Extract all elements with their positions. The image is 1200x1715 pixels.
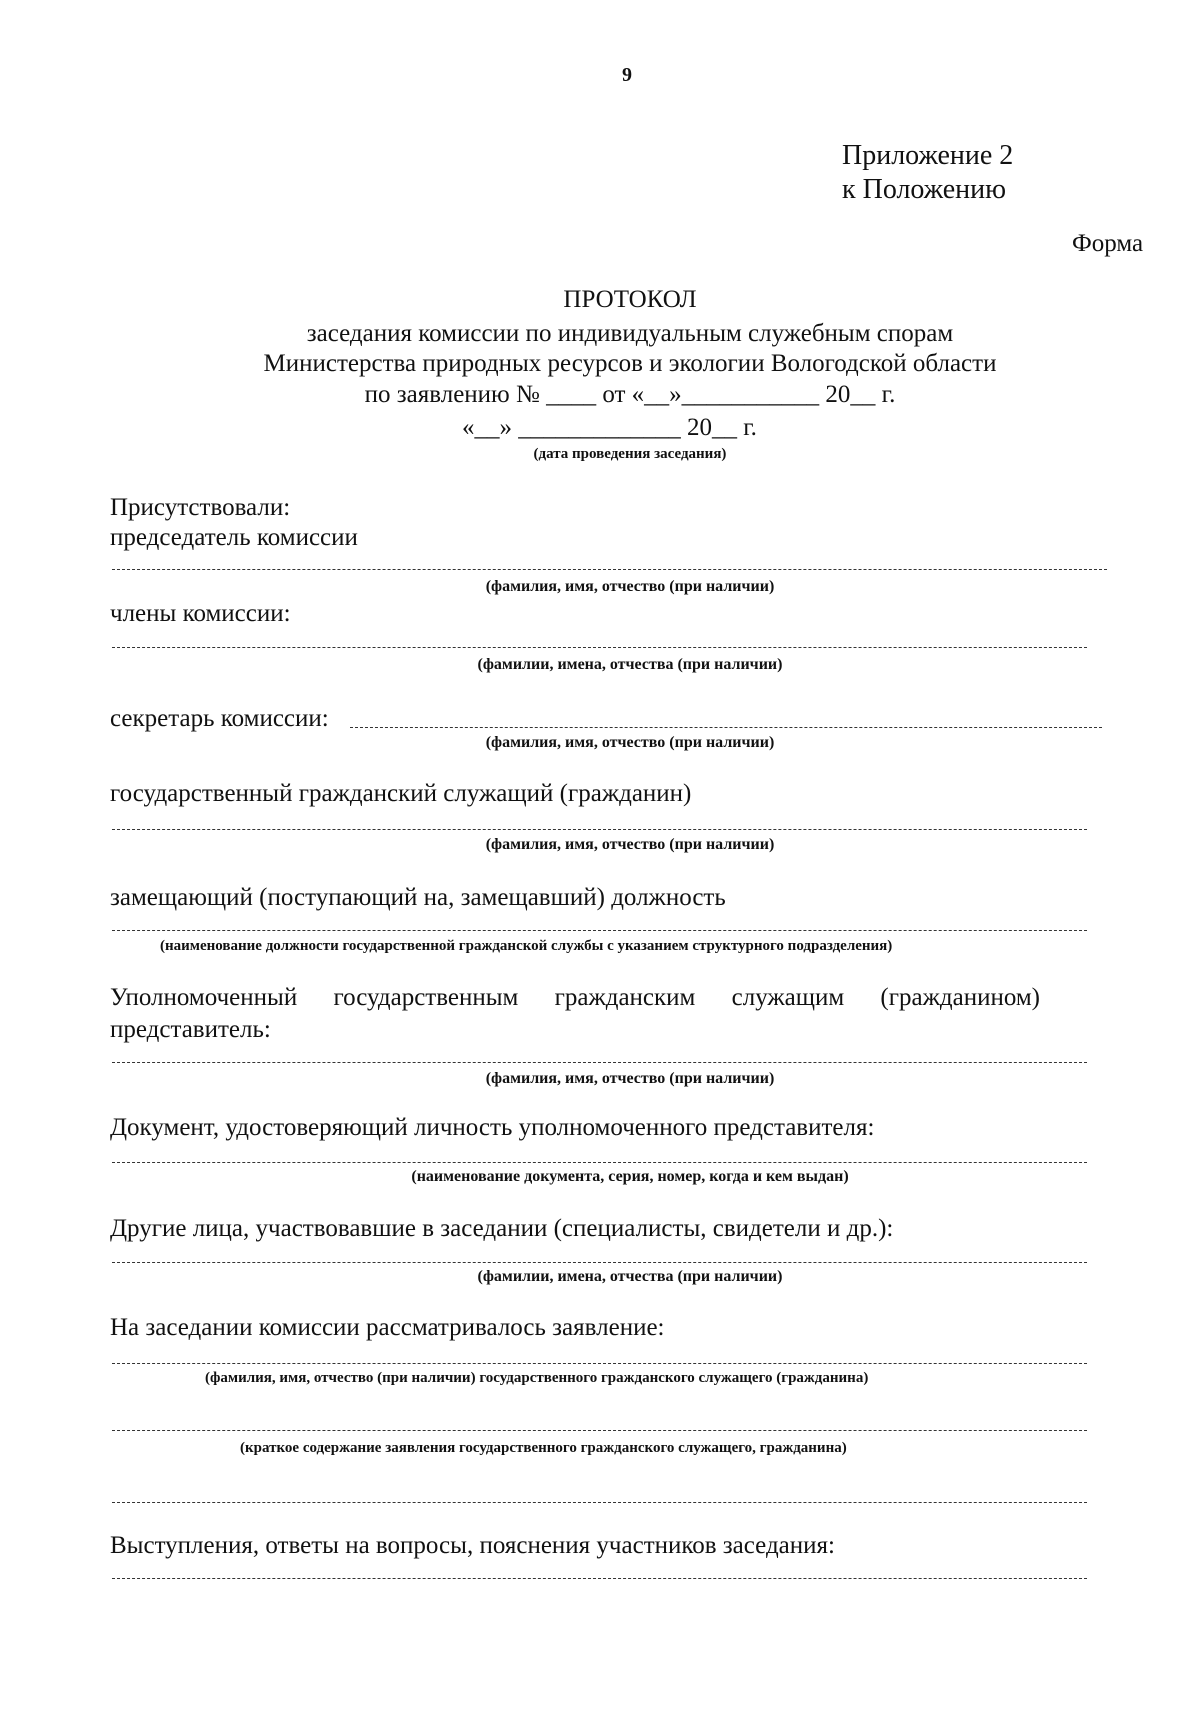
considered-caption-1: (фамилия, имя, отчество (при наличии) государственного гражданского служащего (гражданина) [205, 1370, 869, 1386]
others-line [112, 1262, 1087, 1263]
considered-caption-2: (краткое содержание заявления государственного гражданского служащего, гражданина) [240, 1440, 847, 1456]
document-line [112, 1162, 1087, 1163]
page-number: 9 [622, 64, 632, 86]
title-line-3: по заявлению № ____ от «__»___________ 20__ г. [364, 381, 896, 408]
chair-label: председатель комиссии [110, 524, 358, 551]
members-line [112, 647, 1087, 648]
considered-line-2 [112, 1430, 1087, 1431]
secretary-caption: (фамилия, имя, отчество (при наличии) [485, 734, 775, 751]
meeting-date-caption: (дата проведения заседания) [533, 446, 727, 462]
considered-line-3 [112, 1502, 1087, 1503]
others-caption: (фамилии, имена, отчества (при наличии) [477, 1268, 783, 1285]
considered-label: На заседании комиссии рассматривалось заявление: [110, 1314, 665, 1341]
members-caption: (фамилии, имена, отчества (при наличии) [477, 656, 783, 673]
speeches-label: Выступления, ответы на вопросы, пояснения участников заседания: [110, 1532, 835, 1559]
position-caption: (наименование должности государственной гражданской службы с указанием структурного подразделения) [160, 938, 893, 954]
secretary-line [350, 727, 1102, 728]
servant-label: государственный гражданский служащий (гражданин) [110, 780, 692, 807]
appendix-line-2: к Положению [842, 174, 1007, 205]
meeting-date-line: «__» _____________ 20__ г. [462, 414, 757, 441]
secretary-label: секретарь комиссии: [110, 705, 329, 732]
document-label: Документ, удостоверяющий личность уполномоченного представителя: [110, 1114, 875, 1141]
form-label: Форма [1072, 230, 1144, 257]
present-label: Присутствовали: [110, 494, 291, 521]
representative-line-1: Уполномоченный государственным гражданским служащим (гражданином) [110, 984, 1040, 1011]
appendix-line-1: Приложение 2 [842, 140, 1014, 171]
document-caption: (наименование документа, серия, номер, когда и кем выдан) [411, 1168, 849, 1185]
title-line-2: Министерства природных ресурсов и экологии Вологодской области [263, 350, 997, 377]
title-line-1: заседания комиссии по индивидуальным служебным спорам [306, 320, 954, 347]
representative-caption: (фамилия, имя, отчество (при наличии) [485, 1070, 775, 1087]
chair-line [112, 569, 1107, 570]
others-label: Другие лица, участвовавшие в заседании (специалисты, свидетели и др.): [110, 1215, 894, 1242]
servant-line [112, 829, 1087, 830]
protocol-heading: ПРОТОКОЛ [563, 286, 697, 313]
representative-line [112, 1062, 1087, 1063]
members-label: члены комиссии: [110, 600, 291, 627]
position-label: замещающий (поступающий на, замещавший) должность [110, 884, 726, 911]
speeches-line [112, 1578, 1087, 1579]
chair-caption: (фамилия, имя, отчество (при наличии) [485, 578, 775, 595]
considered-line-1 [112, 1363, 1087, 1364]
position-line [112, 930, 1087, 931]
representative-line-2: представитель: [110, 1016, 271, 1043]
servant-caption: (фамилия, имя, отчество (при наличии) [485, 836, 775, 853]
